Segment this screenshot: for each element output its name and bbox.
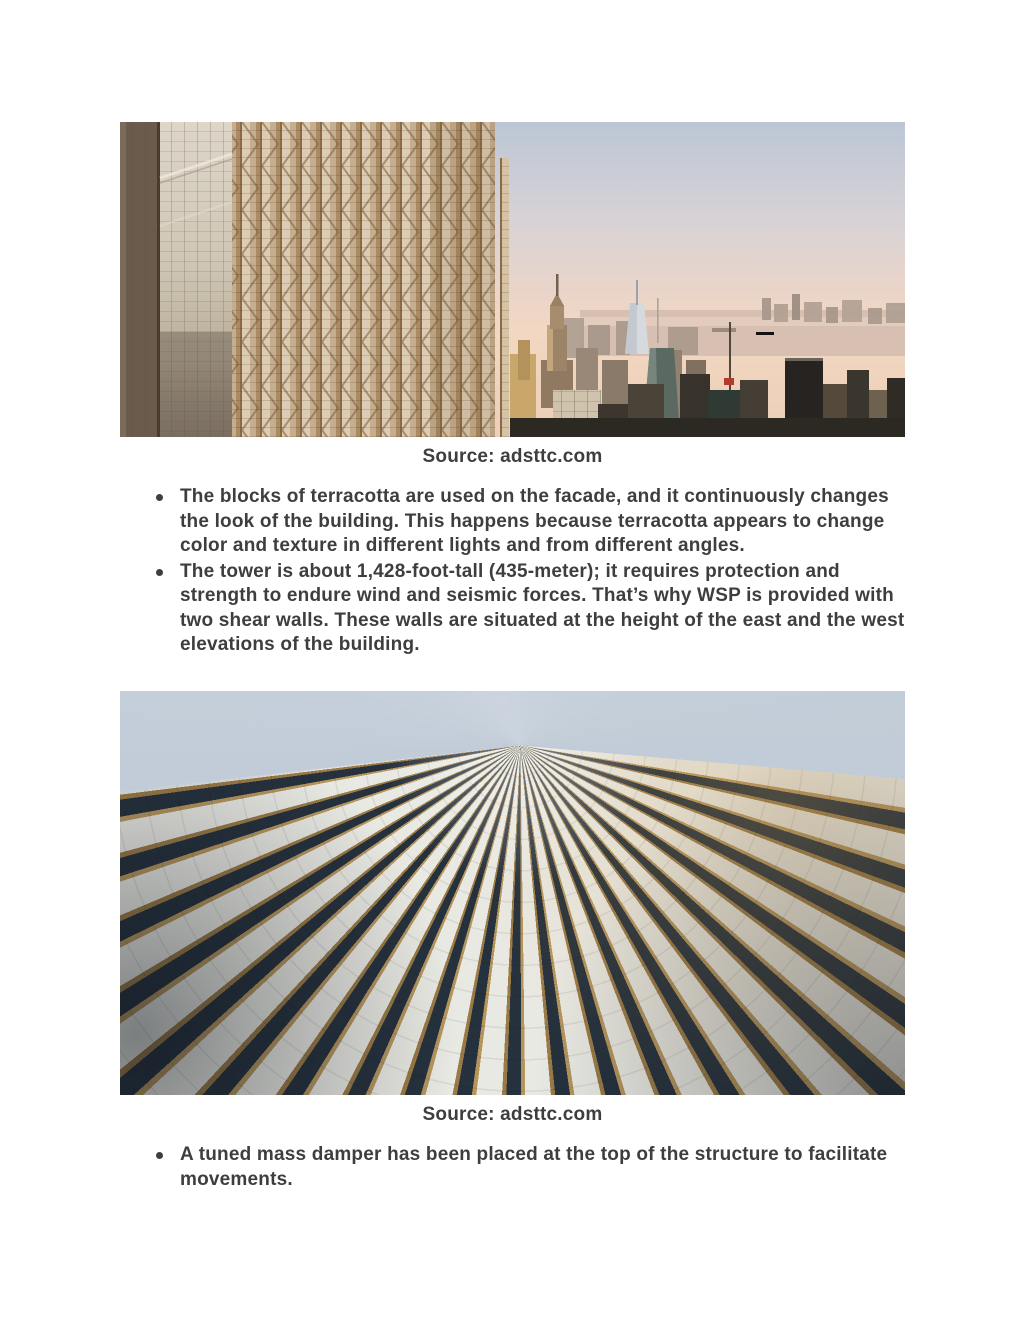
bullet-height: The tower is about 1,428-foot-tall (435-meter); it requires protection and strength to endure wind and seismic forces. That’s why WSP is provided with two shear walls. These walls are situated at the height of the east and the west elevations of the building.: [120, 560, 905, 658]
bullet-list-bottom: [120, 1143, 905, 1193]
skyline-illustration: [120, 122, 905, 437]
figure-skyline-caption: Source: adsttc.com: [422, 446, 603, 467]
bullet-terracotta: The blocks of terracotta are used on the facade, and it continuously changes the look of the building. This happens because terracotta appears to change color and texture in different lights and from different angles.: [120, 485, 905, 559]
figure-facade-caption: Source: adsttc.com: [422, 1104, 603, 1125]
figure-facade: [120, 691, 905, 1127]
bullet-damper: A tuned mass damper has been placed at the top of the structure to facilitate movements.: [120, 1143, 905, 1192]
terracotta-facade: [232, 122, 509, 437]
skyline-photo: [120, 122, 905, 437]
figure-skyline: [120, 122, 905, 469]
facade-photo: [120, 691, 905, 1095]
bullet-list-top: [120, 485, 905, 659]
glass-tower: [120, 122, 232, 437]
